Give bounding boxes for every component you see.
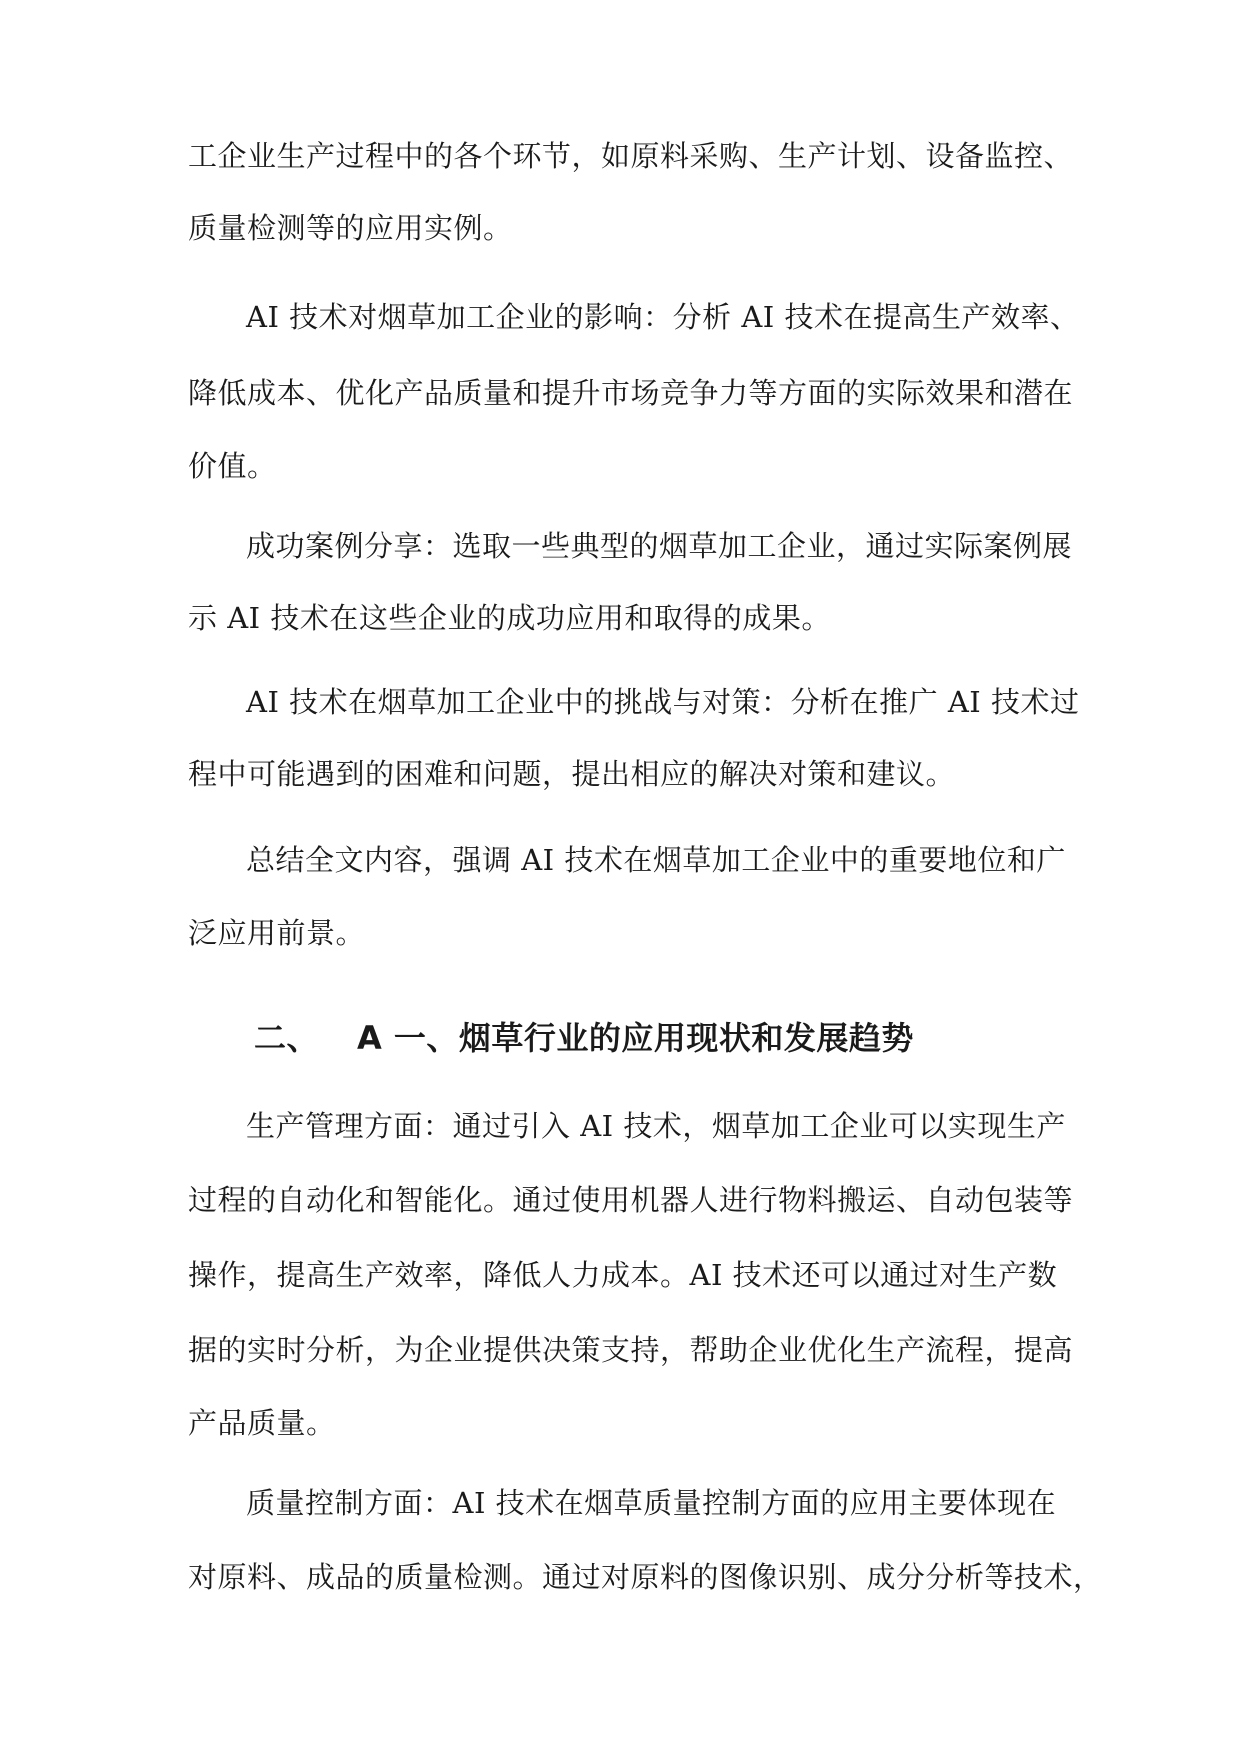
paragraph-line: 成功案例分享：选取一些典型的烟草加工企业，通过实际案例展 [246,529,1073,563]
paragraph-line: 生产管理方面：通过引入 AI 技术，烟草加工企业可以实现生产 [246,1109,1066,1143]
paragraph-line: 泛应用前景。 [188,916,366,950]
paragraph-line: 工企业生产过程中的各个环节，如原料采购、生产计划、设备监控、 [188,139,1074,173]
paragraph-line: 程中可能遇到的困难和问题，提出相应的解决对策和建议。 [188,757,956,791]
section-heading [254,1016,914,1060]
paragraph-line: 质量检测等的应用实例。 [188,211,513,245]
section-number: 二、 [254,1019,320,1057]
paragraph-line: 操作，提高生产效率，降低人力成本。AI 技术还可以通过对生产数 [188,1258,1058,1292]
paragraph-line: 据的实时分析，为企业提供决策支持，帮助企业优化生产流程，提高 [188,1333,1074,1367]
paragraph-line: 总结全文内容，强调 AI 技术在烟草加工企业中的重要地位和广 [246,843,1066,877]
paragraph-line: AI 技术对烟草加工企业的影响：分析 AI 技术在提高生产效率、 [246,300,1080,334]
paragraph-line: 质量控制方面：AI 技术在烟草质量控制方面的应用主要体现在 [246,1486,1057,1520]
paragraph-line: 示 AI 技术在这些企业的成功应用和取得的成果。 [188,601,831,635]
paragraph-line: 价值。 [188,449,277,483]
paragraph-line: 产品质量。 [188,1406,336,1440]
paragraph-line: 降低成本、优化产品质量和提升市场竞争力等方面的实际效果和潜在 [188,376,1074,410]
section-title: A 一、烟草行业的应用现状和发展趋势 [357,1019,914,1057]
paragraph-line: AI 技术在烟草加工企业中的挑战与对策：分析在推广 AI 技术过 [246,685,1080,719]
paragraph-line: 过程的自动化和智能化。通过使用机器人进行物料搬运、自动包装等 [188,1183,1074,1217]
paragraph-line: 对原料、成品的质量检测。通过对原料的图像识别、成分分析等技术， [188,1560,1103,1594]
